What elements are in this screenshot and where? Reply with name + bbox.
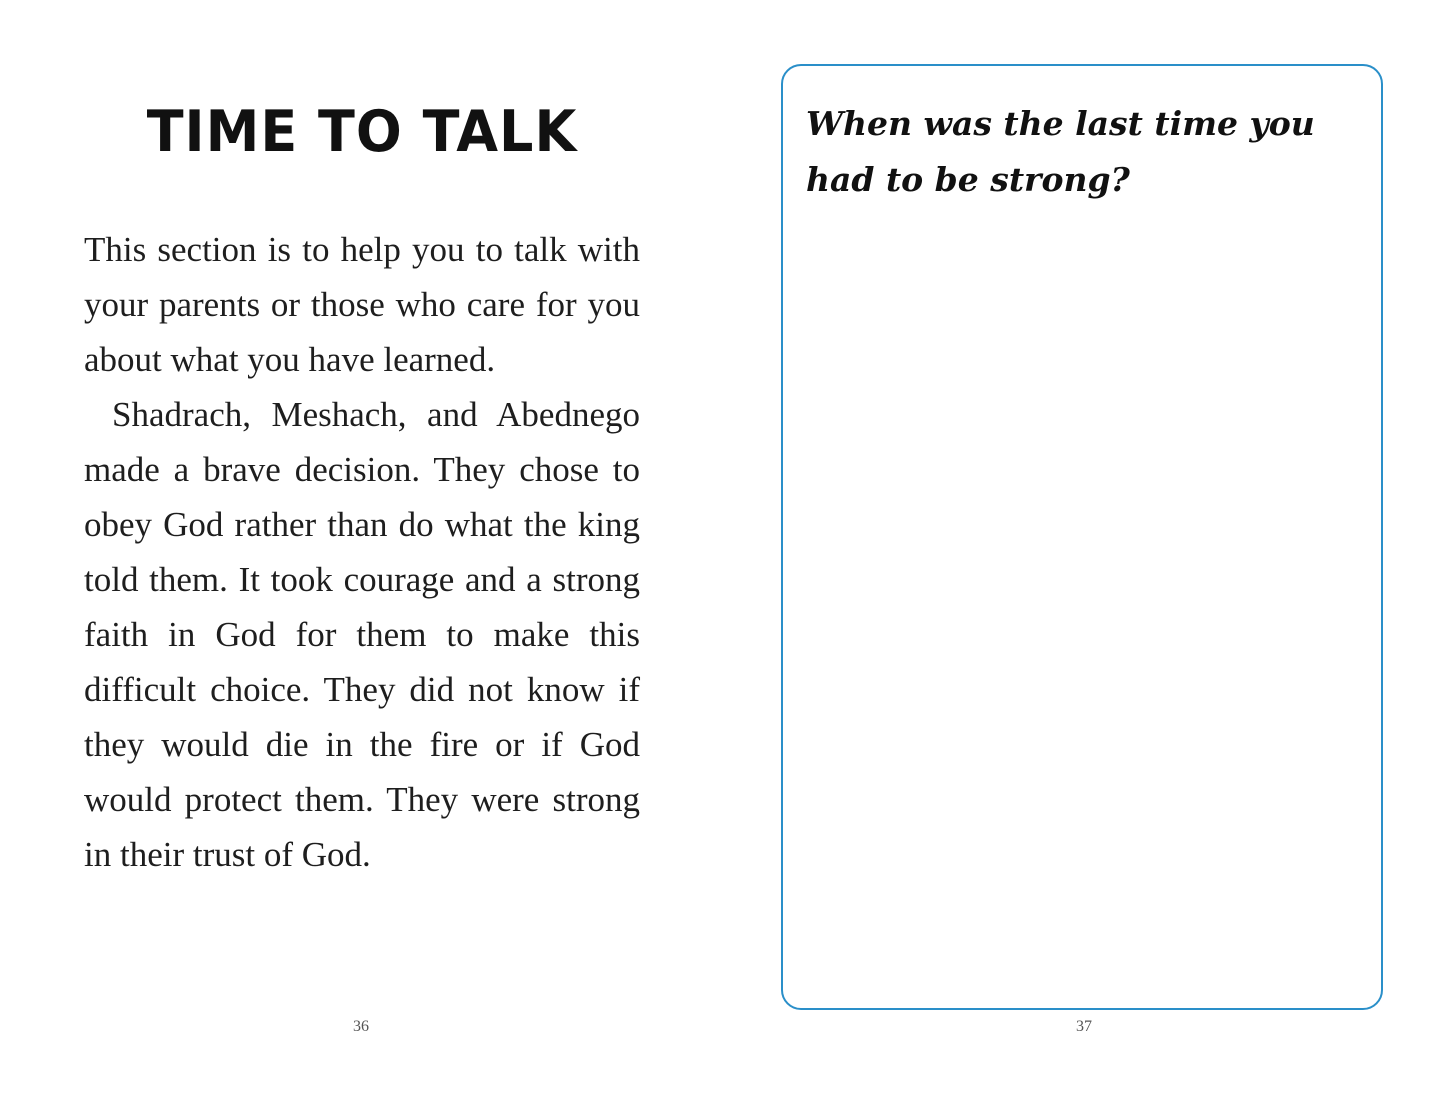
answer-box[interactable] [781, 64, 1383, 1010]
page-number-right: 37 [1076, 1018, 1092, 1035]
story-paragraph: Shadrach, Meshach, and Abednego made a brave decision. They chose to obey God rather than do what the king told them. It took courage and a strong faith in God for them to make this difficult choice. They did not know if they would die in the fire or if God would protect them. They were strong in their trust of God. [84, 395, 640, 874]
body-text [84, 222, 640, 882]
question-prompt: When was the last time you had to be strong? [806, 104, 1315, 199]
intro-paragraph: This section is to help you to talk with your parents or those who care for you about what you have learned. [84, 230, 640, 379]
left-page [0, 0, 722, 1101]
page-number-left: 36 [353, 1018, 369, 1035]
right-page [722, 0, 1445, 1101]
section-heading: TIME TO TALK [146, 98, 578, 165]
